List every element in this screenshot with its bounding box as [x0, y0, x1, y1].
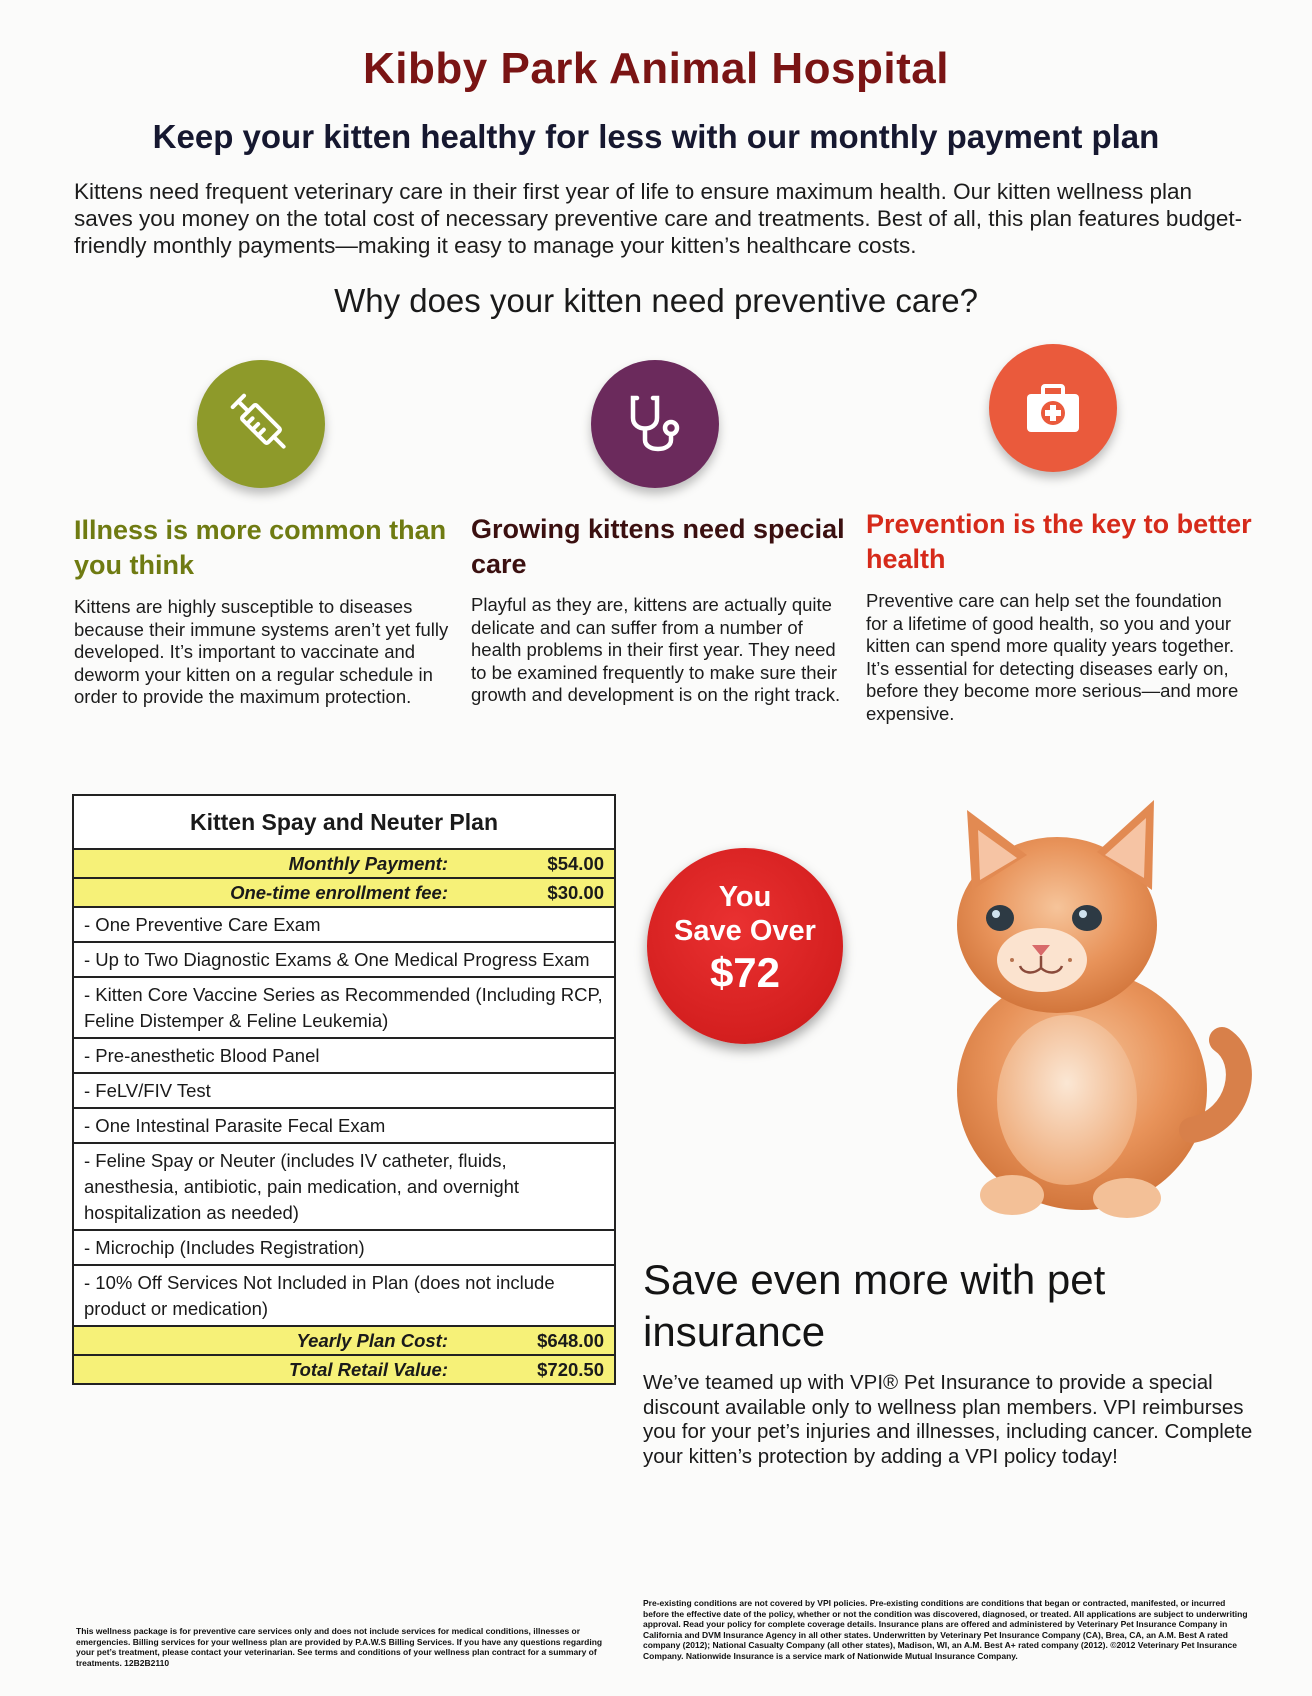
syringe-icon [221, 384, 301, 464]
yearly-cost-row [74, 1327, 614, 1356]
plan-item: - One Intestinal Parasite Fecal Exam [74, 1109, 614, 1144]
page-subtitle: Keep your kitten healthy for less with our monthly payment plan [152, 118, 1160, 155]
column-body-prevention: Preventive care can help set the foundation for a lifetime of good health, so you and your kitten can spend more quality years together. It’s essential for detecting diseases early on, before they become more serious—and more expensive. [866, 590, 1239, 724]
yearly-cost-label: Yearly Plan Cost: [296, 1330, 448, 1351]
monthly-payment-row [74, 850, 614, 879]
retail-value-row [74, 1356, 614, 1383]
badge-amount: $72 [709, 949, 781, 996]
badge-line-1: You [718, 881, 772, 913]
plan-item: - Microchip (Includes Registration) [74, 1231, 614, 1266]
column-heading-illness: Illness is more common than you think [74, 515, 447, 580]
plan-item: - Up to Two Diagnostic Exams & One Medical Progress Exam [74, 943, 614, 978]
first-aid-circle [989, 344, 1117, 472]
column-heading-growing: Growing kittens need special care [471, 514, 845, 579]
plan-title: Kitten Spay and Neuter Plan [74, 796, 614, 850]
monthly-payment-label: Monthly Payment: [288, 853, 448, 874]
badge-line-2: Save Over [674, 915, 816, 947]
monthly-payment-value: $54.00 [547, 853, 604, 874]
syringe-circle [197, 360, 325, 488]
insurance-body: We’ve teamed up with VPI® Pet Insurance to provide a special discount available only to wellness plan members. VPI reimburses you for your pet’s injuries and illnesses, including cancer. Complete your kitten’s protection by adding a VPI policy today! [643, 1371, 1253, 1468]
intro-paragraph: Kittens need frequent veterinary care in their first year of life to ensure maximum health. Our kitten wellness plan saves you money on the total cost of necessary preventive care and treatments. Best of all, this plan features budget-friendly monthly payments—making it easy to manage your kitten’s healthcare costs. [74, 179, 1243, 258]
plan-item: - FeLV/FIV Test [74, 1074, 614, 1109]
retail-value-value: $720.50 [537, 1359, 604, 1380]
plan-item: - Kitten Core Vaccine Series as Recommended (Including RCP, Feline Distemper & Feline Leukemia) [74, 978, 614, 1039]
plan-table [72, 794, 616, 1385]
enrollment-fee-label: One-time enrollment fee: [230, 882, 448, 903]
column-body-illness: Kittens are highly susceptible to diseases because their immune systems aren’t yet fully developed. It’s important to vaccinate and deworm your kitten on a regular schedule in order to provide the maximum protection. [74, 596, 449, 707]
plan-item: - One Preventive Care Exam [74, 908, 614, 943]
footer-disclaimer-right: Pre-existing conditions are not covered by VPI policies. Pre-existing conditions are conditions that began or contracted, manifested, or incurred before the effective date of the policy, whether or not the condition was discovered, diagnosed, or treated. All applications are subject to underwriting approval. Read your policy for complete coverage details. Insurance plans are offered and administered by Veterinary Pet Insurance Company in California and DVM Insurance Agency in all other states. Underwritten by Veterinary Pet Insurance Company (CA), Brea, CA, an A.M. Best A rated company (2012); National Casualty Company (all other states), Madison, WI, an A.M. Best A+ rated company (2012). ©2012 Veterinary Pet Insurance Company. Nationwide Insurance is a service mark of Nationwide Mutual Insurance Company. [643, 1598, 1248, 1661]
first-aid-kit-icon [1013, 368, 1093, 448]
column-body-growing: Playful as they are, kittens are actually quite delicate and can suffer from a number of health problems in their first year. They need to be examined frequently to make sure their growth and development is on the right track. [471, 594, 841, 705]
footer-disclaimer-left: This wellness package is for preventive care services only and does not include services for medical conditions, illnesses or emergencies. Billing services for your wellness plan are provided by P.A.W.S Billing Services. If you have any questions regarding your pet’s treatment, please contact your veterinarian. See terms and conditions of your wellness plan contract for a summary of treatments. 12B2B2110 [76, 1626, 603, 1668]
plan-item: - Pre-anesthetic Blood Panel [74, 1039, 614, 1074]
page-title: Kibby Park Animal Hospital [363, 44, 949, 93]
plan-item: - Feline Spay or Neuter (includes IV catheter, fluids, anesthesia, antibiotic, pain medication, and overnight hospitalization as needed) [74, 1144, 614, 1231]
savings-badge [647, 848, 843, 1044]
retail-value-label: Total Retail Value: [289, 1359, 448, 1380]
yearly-cost-value: $648.00 [537, 1330, 604, 1351]
enrollment-fee-value: $30.00 [547, 882, 604, 903]
stethoscope-icon [615, 384, 695, 464]
plan-item: - 10% Off Services Not Included in Plan (does not include product or medication) [74, 1266, 614, 1327]
stethoscope-circle [591, 360, 719, 488]
why-heading: Why does your kitten need preventive care? [334, 282, 978, 319]
insurance-heading: Save even more with pet insurance [643, 1256, 1106, 1355]
column-heading-prevention: Prevention is the key to better health [866, 509, 1252, 574]
enrollment-fee-row [74, 879, 614, 908]
kitten-image [872, 800, 1262, 1220]
